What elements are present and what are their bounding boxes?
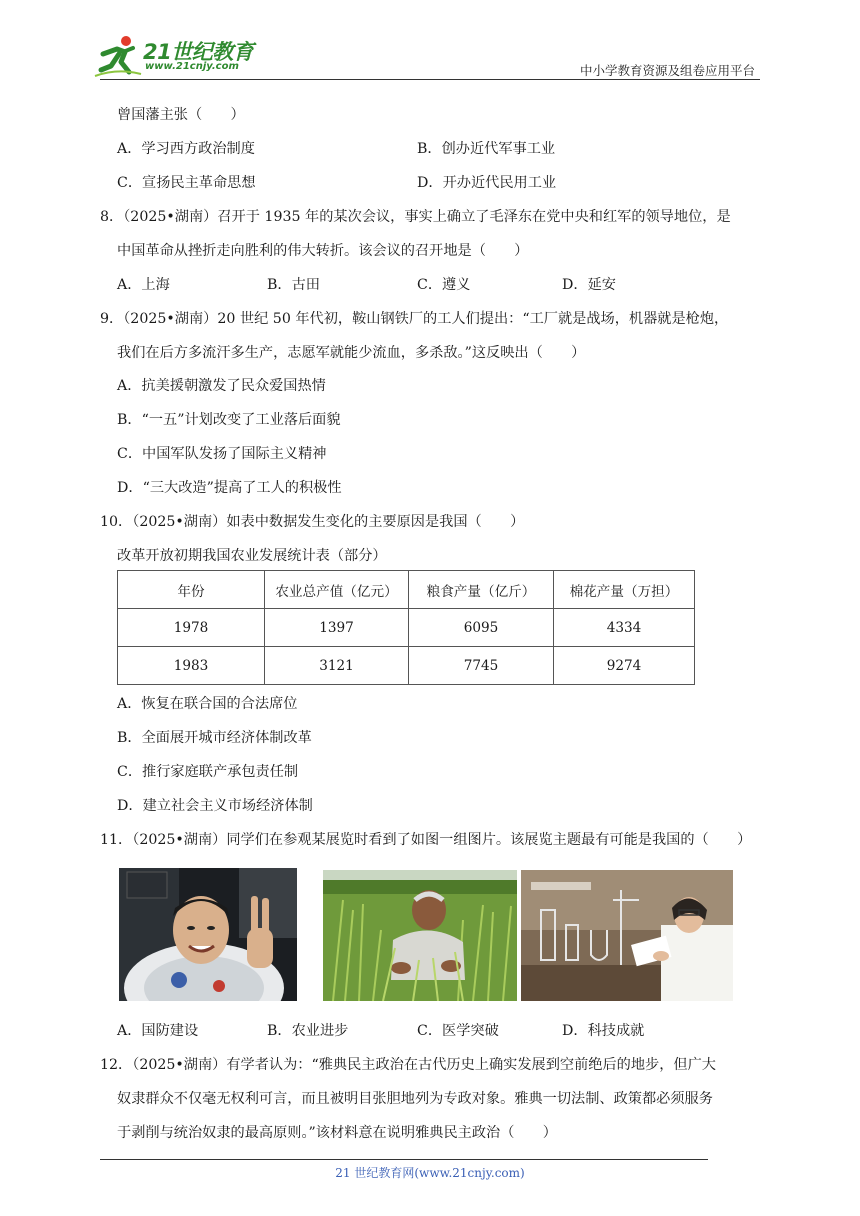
q10-stem: 10．（2025•湖南）如表中数据发生变化的主要原因是我国（ ） <box>100 514 525 530</box>
q11-option-a[interactable]: A．国防建设 <box>117 1023 199 1039</box>
q11-option-d[interactable]: D．科技成就 <box>562 1023 645 1039</box>
table-cell: 4334 <box>554 609 695 647</box>
q12-stem-line2: 奴隶群众不仅毫无权利可言，而且被明目张胆地列为专政对象。雅典一切法制、政策都必须服务 <box>117 1091 713 1107</box>
table-cell: 9274 <box>554 647 695 685</box>
q10-table-title: 改革开放初期我国农业发展统计表（部分） <box>117 548 387 564</box>
table-cell: 7745 <box>409 647 554 685</box>
table-cell: 1978 <box>118 609 265 647</box>
q9-stem-line1: 9．（2025•湖南）20 世纪 50 年代初，鞍山钢铁厂的工人们提出：“工厂就是战场，机器就是枪炮， <box>100 311 729 327</box>
rice-field-image <box>323 870 517 1001</box>
table-header-cell: 粮食产量（亿斤） <box>409 571 554 609</box>
q7-option-a[interactable]: A．学习西方政治制度 <box>117 141 255 157</box>
rice-field-photo <box>323 870 517 1001</box>
q9-option-c[interactable]: C．中国军队发扬了国际主义精神 <box>117 446 327 462</box>
astronaut-image <box>119 868 297 1001</box>
agriculture-stats-table <box>117 570 695 685</box>
q10-option-a[interactable]: A．恢复在联合国的合法席位 <box>117 696 298 712</box>
table-header-cell: 棉花产量（万担） <box>554 571 695 609</box>
q10-option-c[interactable]: C．推行家庭联产承包责任制 <box>117 764 299 780</box>
astronaut-photo <box>119 868 297 1001</box>
q9-option-a[interactable]: A．抗美援朝激发了民众爱国热情 <box>117 378 326 394</box>
q7-option-c[interactable]: C．宣扬民主革命思想 <box>117 175 256 191</box>
q9-option-d[interactable]: D．“三大改造”提高了工人的积极性 <box>117 480 342 496</box>
q11-stem: 11．（2025•湖南）同学们在参观某展览时看到了如图一组图片。该展览主题最有可能是我国的（ ） <box>100 832 752 848</box>
q7-stem-tail: 曾国藩主张（ ） <box>117 107 245 123</box>
q9-option-b[interactable]: B．“一五”计划改变了工业落后面貌 <box>117 412 341 428</box>
table-cell: 1983 <box>118 647 265 685</box>
q11-option-c[interactable]: C．医学突破 <box>417 1023 499 1039</box>
footer-divider <box>100 1159 708 1160</box>
laboratory-photo <box>521 870 733 1001</box>
footer-link[interactable]: 21 世纪教育网(www.21cnjy.com) <box>335 1166 525 1180</box>
q8-stem-line1: 8．（2025•湖南）召开于 1935 年的某次会议，事实上确立了毛泽东在党中央和红军的领导地位，是 <box>100 209 731 225</box>
runner-logo-icon <box>93 34 143 78</box>
q8-stem-line2: 中国革命从挫折走向胜利的伟大转折。该会议的召开地是（ ） <box>117 243 529 259</box>
brand-name: 21世纪教育 <box>143 40 254 64</box>
q8-option-c[interactable]: C．遵义 <box>417 277 471 293</box>
table-cell: 3121 <box>265 647 409 685</box>
q10-option-b[interactable]: B．全面展开城市经济体制改革 <box>117 730 312 746</box>
site-logo[interactable] <box>93 34 263 78</box>
table-cell: 6095 <box>409 609 554 647</box>
table-cell: 1397 <box>265 609 409 647</box>
q8-option-a[interactable]: A．上海 <box>117 277 170 293</box>
q12-stem-line3: 于剥削与统治奴隶的最高原则。”该材料意在说明雅典民主政治（ ） <box>117 1125 557 1141</box>
q7-option-b[interactable]: B．创办近代军事工业 <box>417 141 556 157</box>
table-row <box>118 609 695 647</box>
table-header-cell: 农业总产值（亿元） <box>265 571 409 609</box>
q8-option-b[interactable]: B．古田 <box>267 277 320 293</box>
q11-option-b[interactable]: B．农业进步 <box>267 1023 349 1039</box>
table-row <box>118 647 695 685</box>
platform-title: 中小学教育资源及组卷应用平台 <box>579 63 755 78</box>
q9-stem-line2: 我们在后方多流汗多生产，志愿军就能少流血，多杀敌。”这反映出（ ） <box>117 345 586 361</box>
header-divider <box>100 79 760 80</box>
table-header-row <box>118 571 695 609</box>
page-header <box>0 0 860 80</box>
q10-option-d[interactable]: D．建立社会主义市场经济体制 <box>117 798 313 814</box>
table-header-cell: 年份 <box>118 571 265 609</box>
q7-option-d[interactable]: D．开办近代民用工业 <box>417 175 557 191</box>
brand-url: www.21cnjy.com <box>145 61 239 72</box>
q8-option-d[interactable]: D．延安 <box>562 277 616 293</box>
q12-stem-line1: 12．（2025•湖南）有学者认为：“雅典民主政治在古代历史上确实发展到空前绝后的地步，但广大 <box>100 1057 716 1073</box>
laboratory-image <box>521 870 733 1001</box>
